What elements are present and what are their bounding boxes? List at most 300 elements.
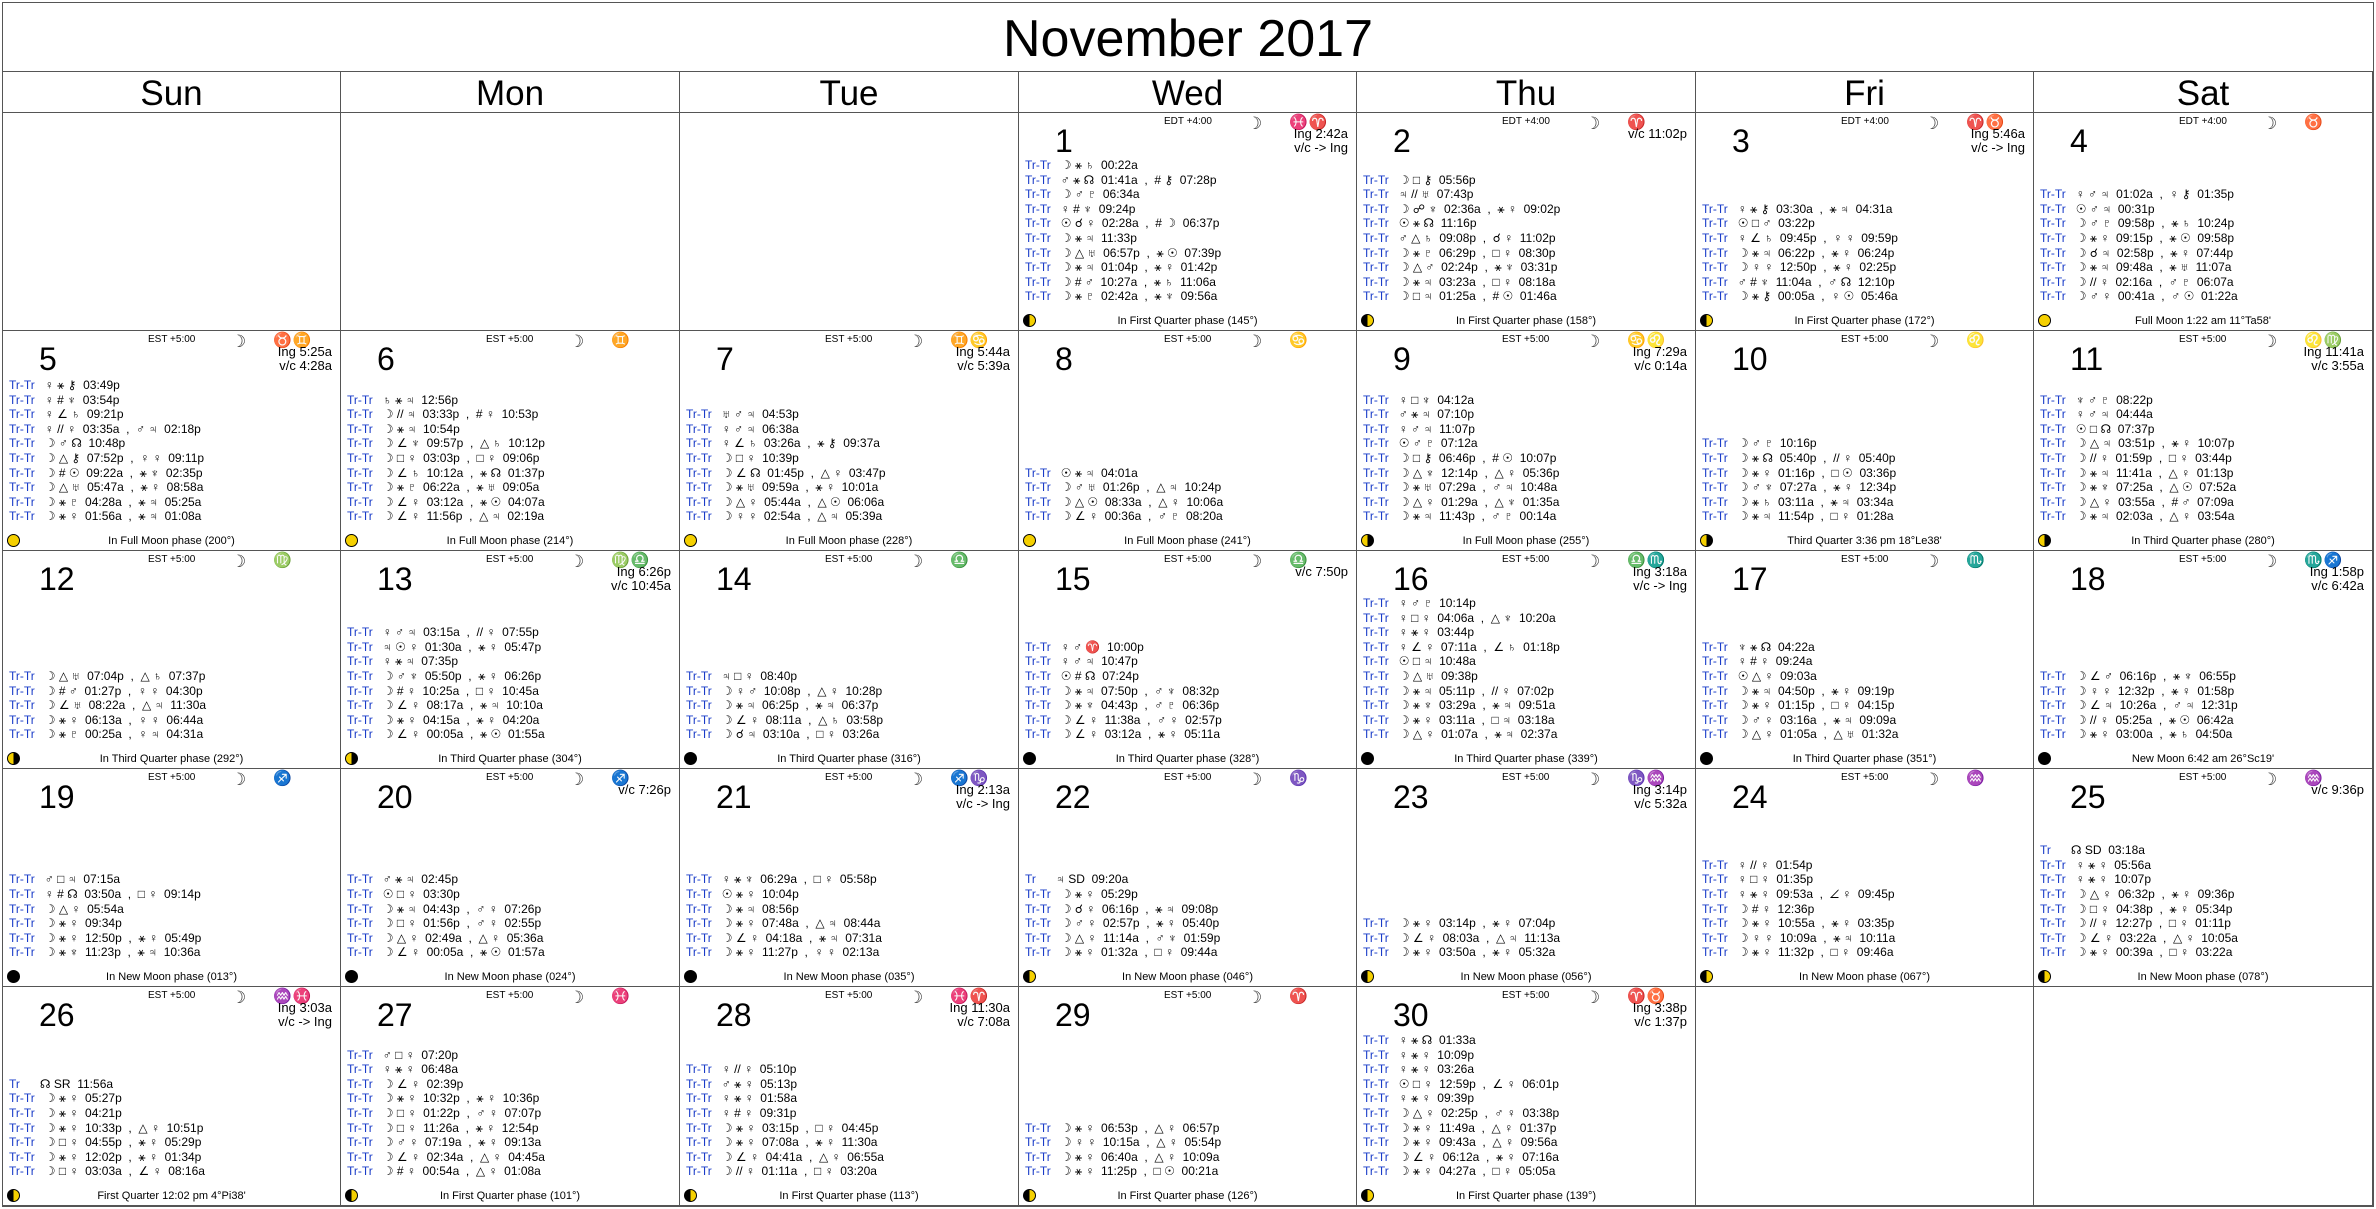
day-cell-15[interactable] [1019, 551, 1357, 769]
moon-phase-text: In Full Moon phase (228°) [785, 535, 913, 547]
moon-phase-text: Third Quarter 3:36 pm 18°Le38' [1787, 535, 1942, 547]
ingress-line: v/c 9:36p [2311, 782, 2364, 797]
zodiac-sign-icon: ♒ [2304, 770, 2324, 787]
moon-phase-text: In New Moon phase (035°) [783, 971, 915, 983]
day-number: 28 [716, 997, 752, 1033]
day-number: 22 [1055, 779, 1091, 815]
zodiac-sign-icon: ♏♐ [2304, 552, 2344, 569]
aspect-row: Tr-Tr ☽ ♀ ♀ 12:50p , ⚹ ♀ 02:25p [1702, 260, 1897, 275]
day-number: 15 [1055, 561, 1091, 597]
aspect-row: Tr-Tr ☽ ⚹ ♀ 04:27a , □ ♀ 05:05a [1363, 1164, 1556, 1179]
day-cell-29[interactable] [1019, 987, 1357, 1206]
moon-phase-text: In First Quarter phase (172°) [1794, 315, 1935, 327]
moon-icon: ☽ [1585, 770, 1601, 789]
aspect-row: Tr-Tr ☽ ∠ ♀ 11:38a , ♂ ♀ 02:57p [1025, 712, 1222, 727]
aspect-row: Tr-Tr ☽ ⚹ ♃ 06:25p , ⚹ ♃ 06:37p [686, 698, 879, 713]
aspect-row: Tr-Tr ☽ ⚹ ♄ 00:22a [1025, 158, 1138, 173]
moon-icon: ☽ [908, 770, 924, 789]
aspect-row: Tr-Tr ☽ ♂ ♆ 07:27a , ⚹ ♀ 12:34p [1702, 480, 1897, 495]
ingress-line: v/c 6:42a [2311, 578, 2364, 593]
aspect-row: Tr-Tr ☽ // ♀ 02:16a , ♂ ♇ 06:07a [2040, 274, 2234, 289]
aspect-row: Tr-Tr ☉ △ ♀ 09:03a [1702, 669, 1817, 684]
aspect-row: Tr-Tr ☽ ⚹ ♀ 01:32a , □ ♀ 09:44a [1025, 945, 1218, 960]
ingress-line: v/c 10:45a [611, 578, 671, 593]
day-number: 21 [716, 779, 752, 815]
aspect-row: Tr-Tr ☽ ⚹ ♀ 11:49a , △ ♀ 01:37p [1363, 1120, 1557, 1135]
day-number: 24 [1732, 779, 1768, 815]
day-cell-8[interactable] [1019, 331, 1357, 551]
aspect-row: Tr-Tr ☽ # ♂ 10:27a , ⚹ ♄ 11:06a [1025, 274, 1216, 289]
timezone-label: EDT +4:00 [2179, 116, 2227, 127]
aspect-row: Tr-Tr ♀ ♂ ♃ 10:47p [1025, 654, 1138, 669]
timezone-label: EST +5:00 [2179, 772, 2227, 783]
moon-phase-text: In Third Quarter phase (304°) [438, 753, 582, 765]
timezone-label: EST +5:00 [1502, 554, 1550, 565]
day-header-wed: Wed [1019, 71, 1357, 113]
aspect-row: Tr-Tr ☽ ⚹ ♀ 03:00a , ⚹ ♄ 04:50a [2040, 727, 2233, 742]
day-cell-6[interactable] [341, 331, 680, 551]
aspect-row: Tr-Tr ☽ ⚹ ♆ 07:25a , △ ☉ 07:52a [2040, 480, 2237, 495]
aspect-row: Tr-Tr ☽ ⚹ ♃ 05:11p , // ♀ 07:02p [1363, 683, 1554, 698]
aspect-row: Tr-Tr ♀ ♂ ♈ 10:00p [1025, 639, 1144, 654]
aspect-row: Tr-Tr ☉ ♂ ♇ 07:12a [1363, 436, 1478, 451]
timezone-label: EST +5:00 [486, 772, 534, 783]
zodiac-sign-icon: ♑ [1289, 770, 1309, 787]
day-cell-9[interactable] [1357, 331, 1696, 551]
moon-icon: ☽ [1924, 770, 1940, 789]
aspect-row: Tr-Tr ☽ ♀ ♀ 10:15a , △ ♀ 05:54p [1025, 1135, 1222, 1150]
aspect-row: Tr-Tr ♀ # ♀ 09:31p [686, 1106, 797, 1121]
moon-icon: ☽ [2262, 332, 2278, 351]
ingress-info [1633, 1001, 1687, 1029]
day-number: 25 [2070, 779, 2106, 815]
aspect-row: Tr-Tr ☽ ⚹ ♀ 06:40a , △ ♀ 10:09a [1025, 1149, 1220, 1164]
aspect-list [9, 872, 201, 960]
moon-icon: ☽ [231, 552, 247, 571]
aspect-row: Tr-Tr ☽ △ ⚷ 07:52p , ♀ ♀ 09:11p [9, 451, 205, 466]
aspect-row: Tr-Tr ♆ ♂ ♇ 08:22p [2040, 392, 2153, 407]
aspect-row: Tr-Tr ♀ □ ♀ 01:35p [1702, 872, 1814, 887]
moon-phase-text: In Full Moon phase (241°) [1124, 535, 1251, 547]
ingress-line: v/c 7:08a [957, 1014, 1010, 1029]
aspect-list [2040, 393, 2236, 524]
moon-icon: ☽ [1247, 552, 1263, 571]
moon-phase-text: In Full Moon phase (200°) [108, 535, 235, 547]
ingress-line: v/c -> Ing [1971, 140, 2025, 155]
aspect-row: Tr-Tr ☽ ⚹ ♃ 11:54p , □ ♀ 01:28a [1702, 509, 1894, 524]
aspect-row: Tr-Tr ☽ ⚹ ♆ 04:43p , ♂ ♇ 06:36p [1025, 698, 1220, 713]
ingress-info [1628, 127, 1687, 141]
day-cell-30[interactable] [1357, 987, 1696, 1206]
zodiac-sign-icon: ♒♓ [273, 988, 313, 1005]
timezone-label: EST +5:00 [1164, 554, 1212, 565]
aspect-row: Tr-Tr ☽ ⚹ ♀ 07:48a , △ ♃ 08:44a [686, 916, 881, 931]
day-cell-17[interactable] [1696, 551, 2034, 769]
zodiac-sign-icon: ♐ [611, 770, 631, 787]
aspect-row: Tr-Tr ☽ ∠ ♀ 02:39p [347, 1076, 464, 1091]
aspect-row: Tr-Tr ♂ □ ♃ 07:15a [9, 872, 121, 887]
aspect-row: Tr-Tr ☽ ∠ ♀ 08:11a , △ ♄ 03:58p [686, 712, 884, 727]
aspect-row: Tr-Tr ☽ □ ⚷ 05:56p [1363, 172, 1476, 187]
aspect-row: Tr-Tr ☽ ⚹ ♀ 12:02p , ⚹ ♀ 01:34p [9, 1149, 202, 1164]
aspect-row: Tr-Tr ♀ ♂ ♃ 11:07p [1363, 421, 1475, 436]
aspect-row: Tr-Tr ♀ # ♆ 03:54p [9, 392, 120, 407]
aspect-row: Tr-Tr ♀ ⚹ ♀ 09:53a , ∠ ♀ 09:45p [1702, 887, 1895, 902]
timezone-label: EST +5:00 [1164, 334, 1212, 345]
aspect-list [1702, 640, 1898, 742]
ingress-line: Ing 7:29a [1632, 344, 1687, 359]
aspect-row: Tr-Tr ☽ ⚹ ♀ 10:33p , △ ♀ 10:51p [9, 1120, 204, 1135]
timezone-label: EST +5:00 [2179, 334, 2227, 345]
aspect-row: Tr-Tr ☽ ⚹ ♃ 10:54p [347, 421, 460, 436]
aspect-row: Tr-Tr ☽ △ ♀ 01:05a , △ ♅ 01:32a [1702, 727, 1899, 742]
aspect-row: Tr-Tr ☽ △ ♀ 02:25p , ♂ ♀ 03:38p [1363, 1106, 1560, 1121]
aspect-row: Tr-Tr ☽ ∠ ♄ 10:12a , ⚹ ☊ 01:37p [347, 465, 545, 480]
aspect-row: Tr-Tr ☽ ☌ ♃ 02:58p , ⚹ ♀ 07:44p [2040, 245, 2234, 260]
zodiac-sign-icon: ♑♒ [1627, 770, 1667, 787]
timezone-label: EST +5:00 [825, 990, 873, 1001]
timezone-label: EDT +4:00 [1164, 116, 1212, 127]
aspect-list [347, 625, 545, 742]
timezone-label: EST +5:00 [148, 554, 196, 565]
aspect-list [9, 669, 206, 742]
zodiac-sign-icon: ♈ [1289, 988, 1309, 1005]
moon-phase-text: In First Quarter phase (101°) [439, 1190, 581, 1202]
aspect-row: Tr-Tr ☽ ⚹ ♀ 06:53p , △ ♀ 06:57p [1025, 1120, 1220, 1135]
ingress-line: Ing 3:03a [277, 1000, 332, 1015]
aspect-row: Tr-Tr ☽ △ ♀ 03:55a , # ♂ 07:09a [2040, 494, 2234, 509]
ingress-line: v/c 3:55a [2311, 358, 2364, 373]
moon-icon: ☽ [231, 332, 247, 351]
aspect-row: Tr-Tr ♆ ⚹ ☊ 04:22a [1702, 639, 1815, 654]
day-cell-10[interactable] [1696, 331, 2034, 551]
aspect-row: Tr-Tr ☽ △ ♀ 05:54a [9, 901, 124, 916]
aspect-row: Tr-Tr ☽ ⚹ ♀ 04:15a , ⚹ ♀ 04:20a [347, 712, 540, 727]
day-number: 30 [1393, 997, 1429, 1033]
aspect-row: Tr ☊ SD 03:18a [2040, 843, 2145, 858]
ingress-line: v/c -> Ing [956, 796, 1010, 811]
aspect-row: Tr-Tr ☽ ⚹ ♇ 00:25a , ♀ ♃ 04:31a [9, 727, 204, 742]
aspect-row: Tr-Tr ☽ ⚹ ♄ 03:11a , ⚹ ♃ 03:34a [1702, 494, 1894, 509]
ingress-line: v/c 7:26p [618, 782, 671, 797]
day-number: 18 [2070, 561, 2106, 597]
ingress-line: v/c 1:37p [1634, 1014, 1687, 1029]
day-cell-16[interactable] [1357, 551, 1696, 769]
aspect-list [1363, 393, 1559, 524]
day-header-sat: Sat [2034, 71, 2373, 113]
aspect-row: Tr-Tr ☽ △ ♀ 01:07a , ⚹ ♃ 02:37a [1363, 727, 1558, 742]
aspect-row: Tr-Tr ☽ ⚹ ♀ 12:50p , ⚹ ♀ 05:49p [9, 930, 202, 945]
aspect-row: Tr-Tr ☽ □ ♀ 03:03p , □ ♀ 09:06p [347, 451, 540, 466]
day-cell-27[interactable] [341, 987, 680, 1206]
day-cell-19[interactable] [3, 769, 341, 987]
day-cell-1[interactable] [1019, 113, 1357, 331]
ingress-line: v/c 4:28a [279, 358, 332, 373]
aspect-list [1363, 916, 1560, 960]
day-header-thu: Thu [1357, 71, 1696, 113]
aspect-row: Tr-Tr ♂ ⚹ ☊ 01:41a , # ⚷ 07:28p [1025, 172, 1217, 187]
aspect-row: Tr-Tr ☽ ⚹ ♀ 03:14p , ⚹ ♀ 07:04p [1363, 916, 1556, 931]
day-cell-5[interactable] [3, 331, 341, 551]
day-cell-4[interactable] [2034, 113, 2373, 331]
aspect-row: Tr-Tr ☉ □ ☊ 07:37p [2040, 421, 2155, 436]
aspect-row: Tr-Tr ♀ # ♆ 09:24p [1025, 201, 1136, 216]
aspect-row: Tr-Tr ♀ ♂ ♇ 10:14p [1363, 596, 1476, 611]
day-number: 13 [377, 561, 413, 597]
aspect-row: Tr-Tr ☽ ♀ ♀ 10:09a , ⚹ ♃ 10:11a [1702, 930, 1896, 945]
aspect-row: Tr-Tr ☉ ⚹ ♀ 10:04p [686, 887, 799, 902]
day-header-mon: Mon [341, 71, 680, 113]
aspect-row: Tr-Tr ☽ ⚹ ♇ 06:22a , ⚹ ♅ 09:05a [347, 480, 540, 495]
aspect-row: Tr-Tr ☽ # ♀ 00:54a , △ ♀ 01:08a [347, 1164, 541, 1179]
timezone-label: EST +5:00 [1841, 334, 1889, 345]
day-header-tue: Tue [680, 71, 1019, 113]
aspect-row: Tr-Tr ☉ □ ♃ 10:48a [1363, 654, 1476, 669]
day-number: 12 [39, 561, 75, 597]
aspect-row: Tr-Tr ☽ ⚹ ♃ 03:23a , □ ♀ 08:18a [1363, 274, 1556, 289]
aspect-row: Tr-Tr ☽ ∠ ♀ 08:17a , ⚹ ♃ 10:10a [347, 698, 543, 713]
aspect-row: Tr-Tr ♃ // ♅ 07:43p [1363, 187, 1474, 202]
aspect-row: Tr-Tr ♀ # ☊ 03:50a , □ ♀ 09:14p [9, 887, 201, 902]
aspect-row: Tr-Tr ☽ ♀ ♀ 02:54a , △ ♃ 05:39a [686, 509, 883, 524]
day-number: 10 [1732, 341, 1768, 377]
aspect-row: Tr-Tr ☽ △ ♀ 02:49a , △ ♀ 05:36a [347, 930, 544, 945]
aspect-row: Tr-Tr ♂ ⚹ ♃ 07:10p [1363, 407, 1475, 422]
timezone-label: EST +5:00 [2179, 554, 2227, 565]
aspect-row: Tr-Tr ☽ □ ♀ 01:56p , ♂ ♀ 02:55p [347, 916, 542, 931]
day-number: 6 [377, 341, 395, 377]
ingress-line: v/c -> Ing [1294, 140, 1348, 155]
aspect-row: Tr-Tr ☽ △ ♀ 11:14a , ♂ ♆ 01:59p [1025, 930, 1221, 945]
moon-icon: ☽ [1924, 332, 1940, 351]
aspect-row: Tr-Tr ☽ ♂ ☊ 10:48p [9, 436, 126, 451]
aspect-list [347, 1048, 545, 1179]
timezone-label: EST +5:00 [1841, 772, 1889, 783]
day-cell-21[interactable] [680, 769, 1019, 987]
aspect-row: Tr-Tr ☉ ☌ ♀ 02:28a , # ☽ 06:37p [1025, 216, 1220, 231]
aspect-row: Tr-Tr ♀ □ ♀ 04:06a , △ ♆ 10:20a [1363, 610, 1556, 625]
aspect-row: Tr-Tr ☽ ♂ ♀ 03:16a , ⚹ ♃ 09:09a [1702, 712, 1897, 727]
day-cell-23[interactable] [1357, 769, 1696, 987]
aspect-row: Tr-Tr ☽ □ ♀ 01:22p , ♂ ♀ 07:07p [347, 1106, 542, 1121]
aspect-row: Tr-Tr ☽ # ♀ 10:25a , □ ♀ 10:45a [347, 683, 539, 698]
aspect-row: Tr-Tr ☽ ♂ ♇ 06:34a [1025, 187, 1140, 202]
day-cell-25[interactable] [2034, 769, 2373, 987]
day-cell-28[interactable] [680, 987, 1019, 1206]
aspect-row: Tr-Tr ☽ △ ♂ 02:24p , ⚹ ♆ 03:31p [1363, 260, 1558, 275]
moon-phase-text: In New Moon phase (056°) [1460, 971, 1592, 983]
aspect-row: Tr-Tr ☽ ∠ ♀ 00:05a , ⚹ ☉ 01:57a [347, 945, 545, 960]
aspect-row: Tr-Tr ☽ ∠ ♀ 02:34a , △ ♀ 04:45a [347, 1149, 545, 1164]
ingress-line: v/c 0:14a [1634, 358, 1687, 373]
ingress-line: Ing 11:30a [949, 1000, 1010, 1015]
zodiac-sign-icon: ♉♊ [273, 332, 313, 349]
moon-phase-text: In First Quarter phase (139°) [1455, 1190, 1597, 1202]
aspect-row: Tr-Tr ☉ # ☊ 07:24p [1025, 669, 1139, 684]
aspect-list [686, 1062, 884, 1179]
aspect-list [347, 393, 545, 524]
ingress-line: v/c -> Ing [278, 1014, 332, 1029]
timezone-label: EST +5:00 [1502, 990, 1550, 1001]
aspect-row: Tr-Tr ☽ ∠ ♀ 11:56p , △ ♃ 02:19a [347, 509, 545, 524]
day-header-sun: Sun [3, 71, 341, 113]
zodiac-sign-icon: ♈ [1627, 114, 1647, 131]
aspect-row: Tr-Tr ☽ ⚹ ♀ 09:15p , ⚹ ☉ 09:58p [2040, 231, 2235, 246]
aspect-row: Tr-Tr ☽ ⚹ ♆ 11:23p , ⚹ ♃ 10:36a [9, 945, 201, 960]
moon-icon: ☽ [2262, 552, 2278, 571]
aspect-row: Tr-Tr ☉ □ ♀ 12:59p , ∠ ♀ 06:01p [1363, 1076, 1559, 1091]
zodiac-sign-icon: ♊♋ [950, 332, 990, 349]
moon-icon: ☽ [1247, 114, 1263, 133]
moon-icon: ☽ [569, 770, 585, 789]
aspect-row: Tr-Tr ♀ ♂ ♃ 03:15a , // ♀ 07:55p [347, 625, 539, 640]
aspect-row: Tr-Tr ☽ □ ♀ 04:38p , ⚹ ♀ 05:34p [2040, 901, 2233, 916]
ingress-line: Ing 5:46a [1970, 126, 2025, 141]
moon-icon: ☽ [908, 332, 924, 351]
aspect-row: Tr-Tr ☽ ∠ ☊ 01:45p , △ ♀ 03:47p [686, 465, 886, 480]
aspect-row: Tr-Tr ☽ ♂ ♀ 07:19a , ⚹ ♀ 09:13a [347, 1135, 542, 1150]
ingress-info [956, 345, 1010, 373]
aspect-row: Tr-Tr ☽ // ♀ 05:25a , ⚹ ☉ 06:42a [2040, 712, 2234, 727]
day-cell-7[interactable] [680, 331, 1019, 551]
aspect-row: Tr-Tr ☽ ⚹ ♀ 09:34p [9, 916, 122, 931]
ingress-line: v/c 5:39a [957, 358, 1010, 373]
aspect-row: Tr-Tr ☽ □ ♀ 03:03a , ∠ ♀ 08:16a [9, 1164, 205, 1179]
ingress-info [950, 1001, 1010, 1029]
ingress-info [2311, 783, 2364, 797]
day-cell-20[interactable] [341, 769, 680, 987]
aspect-row: Tr-Tr ☽ ⚹ ♀ 09:43a , △ ♀ 09:56a [1363, 1135, 1558, 1150]
aspect-row: Tr-Tr ☽ ⚹ ♀ 10:55a , ⚹ ♀ 03:35p [1702, 916, 1895, 931]
aspect-row: Tr-Tr ♂ # ♆ 11:04a , ♂ ☊ 12:10p [1702, 274, 1895, 289]
day-cell-14[interactable] [680, 551, 1019, 769]
aspect-row: Tr-Tr ☽ ⚹ ♀ 01:56a , ⚹ ♃ 01:08a [9, 509, 202, 524]
aspect-row: Tr-Tr ☽ ⚹ ♀ 03:50a , ⚹ ♀ 05:32a [1363, 945, 1556, 960]
aspect-row: Tr-Tr ♂ □ ♀ 07:20p [347, 1047, 459, 1062]
aspect-list [2040, 843, 2238, 960]
ingress-line: Ing 5:25a [277, 344, 332, 359]
aspect-row: Tr-Tr ♀ ⚹ ♀ 09:39p [1363, 1091, 1475, 1106]
moon-icon: ☽ [569, 988, 585, 1007]
zodiac-sign-icon: ♋ [1289, 332, 1309, 349]
day-cell-3[interactable] [1696, 113, 2034, 331]
zodiac-sign-icon: ♎♏ [1627, 552, 1667, 569]
aspect-row: Tr-Tr ☽ ⚹ ♃ 04:50p , ⚹ ♀ 09:19p [1702, 683, 1895, 698]
timezone-label: EST +5:00 [486, 554, 534, 565]
zodiac-sign-icon: ♍♎ [611, 552, 651, 569]
aspect-row: Tr-Tr ☽ ⚹ ♃ 02:03a , △ ♀ 03:54a [2040, 509, 2235, 524]
zodiac-sign-icon: ♐ [273, 770, 293, 787]
moon-icon: ☽ [1585, 332, 1601, 351]
aspect-row: Tr-Tr ☽ □ ⚷ 06:46p , # ☉ 10:07p [1363, 451, 1557, 466]
aspect-row: Tr-Tr ☽ ⚹ ♇ 06:29p , □ ♀ 08:30p [1363, 245, 1556, 260]
aspect-row: Tr-Tr ☽ □ ♀ 11:26a , ⚹ ♀ 12:54p [347, 1120, 539, 1135]
aspect-row: Tr-Tr ☽ ♂ ♇ 09:58p , ⚹ ♄ 10:24p [2040, 216, 2235, 231]
day-number: 29 [1055, 997, 1091, 1033]
aspect-row: Tr-Tr ☽ ⚹ ♀ 00:39a , □ ♀ 03:22a [2040, 945, 2233, 960]
moon-phase-text: In First Quarter phase (158°) [1455, 315, 1597, 327]
timezone-label: EST +5:00 [148, 334, 196, 345]
timezone-label: EST +5:00 [486, 990, 534, 1001]
aspect-row: Tr-Tr ☽ ♂ ♀ 00:41a , ♂ ☉ 01:22a [2040, 289, 2238, 304]
aspect-row: Tr-Tr ♀ ∠ ♄ 03:26a , ⚹ ⚷ 09:37a [686, 436, 880, 451]
empty-day-cell [3, 113, 341, 331]
moon-phase-text: In First Quarter phase (126°) [1117, 1190, 1258, 1202]
aspect-row: Tr-Tr ☽ ♀ ♀ 12:32p , ⚹ ♀ 01:58p [2040, 683, 2235, 698]
aspect-row: Tr-Tr ☽ △ ♀ 01:29a , △ ♆ 01:35a [1363, 494, 1560, 509]
moon-icon: ☽ [569, 332, 585, 351]
timezone-label: EST +5:00 [825, 334, 873, 345]
moon-phase-text: In New Moon phase (046°) [1122, 971, 1253, 983]
day-cell-2[interactable] [1357, 113, 1696, 331]
zodiac-sign-icon: ♌ [1966, 332, 1986, 349]
aspect-row: Tr-Tr ☽ ♂ ♆ 05:50p , ⚹ ♀ 06:26p [347, 669, 542, 684]
aspect-list [1025, 872, 1220, 960]
zodiac-sign-icon: ♓♈ [950, 988, 990, 1005]
day-number: 19 [39, 779, 75, 815]
aspect-row: Tr-Tr ☽ ⚹ ♃ 11:41a , △ ♀ 01:13p [2040, 465, 2234, 480]
day-cell-13[interactable] [341, 551, 680, 769]
aspect-list [686, 872, 882, 960]
ingress-line: Ing 11:41a [2303, 344, 2364, 359]
day-cell-18[interactable] [2034, 551, 2373, 769]
empty-day-cell [2034, 987, 2373, 1206]
aspect-row: Tr ♃ SD 09:20a [1025, 872, 1129, 887]
aspect-row: Tr-Tr ♀ # ♀ 09:24a [1702, 654, 1813, 669]
zodiac-sign-icon: ♒ [1966, 770, 1986, 787]
timezone-label: EDT +4:00 [1841, 116, 1889, 127]
zodiac-sign-icon: ♓ [611, 988, 631, 1005]
timezone-label: EST +5:00 [1502, 334, 1550, 345]
aspect-row: Tr-Tr ☽ ⚹ ♅ 07:29a , ♂ ♃ 10:48a [1363, 480, 1558, 495]
aspect-row: Tr-Tr ☽ △ ♅ 05:47a , ⚹ ♀ 08:58a [9, 480, 204, 495]
day-number: 20 [377, 779, 413, 815]
ingress-line: Ing 6:26p [616, 564, 671, 579]
moon-phase-text: In Third Quarter phase (280°) [2131, 535, 2275, 547]
day-number: 11 [2070, 341, 2104, 377]
timezone-label: EST +5:00 [1502, 772, 1550, 783]
aspect-row: Tr-Tr ♀ ⚹ ♀ 03:44p [1363, 625, 1475, 640]
day-cell-22[interactable] [1019, 769, 1357, 987]
day-number: 14 [716, 561, 752, 597]
moon-icon: ☽ [908, 552, 924, 571]
moon-phase-text: In Third Quarter phase (292°) [99, 753, 244, 765]
aspect-row: Tr-Tr ☽ ∠ ♆ 09:57p , △ ♄ 10:12p [347, 436, 545, 451]
aspect-row: Tr-Tr ♀ ∠ ♀ 07:11a , ∠ ♄ 01:18p [1363, 639, 1560, 654]
aspect-row: Tr ☊ SR 11:56a [9, 1076, 114, 1091]
day-number: 2 [1393, 123, 1411, 159]
day-cell-11[interactable] [2034, 331, 2373, 551]
aspect-row: Tr-Tr ☽ △ ♅ 06:57p , ⚹ ☉ 07:39p [1025, 245, 1222, 260]
aspect-row: Tr-Tr ☽ ⚹ ♀ 11:25p , □ ☉ 00:21a [1025, 1164, 1219, 1179]
aspect-row: Tr-Tr ☽ ∠ ♂ 06:16p , ⚹ ♆ 06:55p [2040, 669, 2236, 684]
moon-icon: ☽ [1924, 114, 1940, 133]
ingress-info [2304, 345, 2364, 373]
day-number: 7 [716, 341, 734, 377]
day-cell-24[interactable] [1696, 769, 2034, 987]
day-cell-26[interactable] [3, 987, 341, 1206]
aspect-list [1702, 858, 1895, 960]
aspect-row: Tr-Tr ♀ ∠ ♄ 09:21p [9, 407, 124, 422]
aspect-row: Tr-Tr ☽ □ ♃ 01:25a , # ☉ 01:46a [1363, 289, 1557, 304]
timezone-label: EST +5:00 [1164, 990, 1212, 1001]
zodiac-sign-icon: ♓♈ [1289, 114, 1329, 131]
day-cell-12[interactable] [3, 551, 341, 769]
aspect-row: Tr-Tr ♀ ⚹ ♀ 10:09p [1363, 1047, 1475, 1062]
calendar-title: November 2017 [3, 3, 2373, 72]
aspect-row: Tr-Tr ☽ □ ♀ 04:55p , ⚹ ♀ 05:29p [9, 1135, 202, 1150]
aspect-row: Tr-Tr ☽ ⚹ ♀ 03:15p , □ ♀ 04:45p [686, 1120, 879, 1135]
